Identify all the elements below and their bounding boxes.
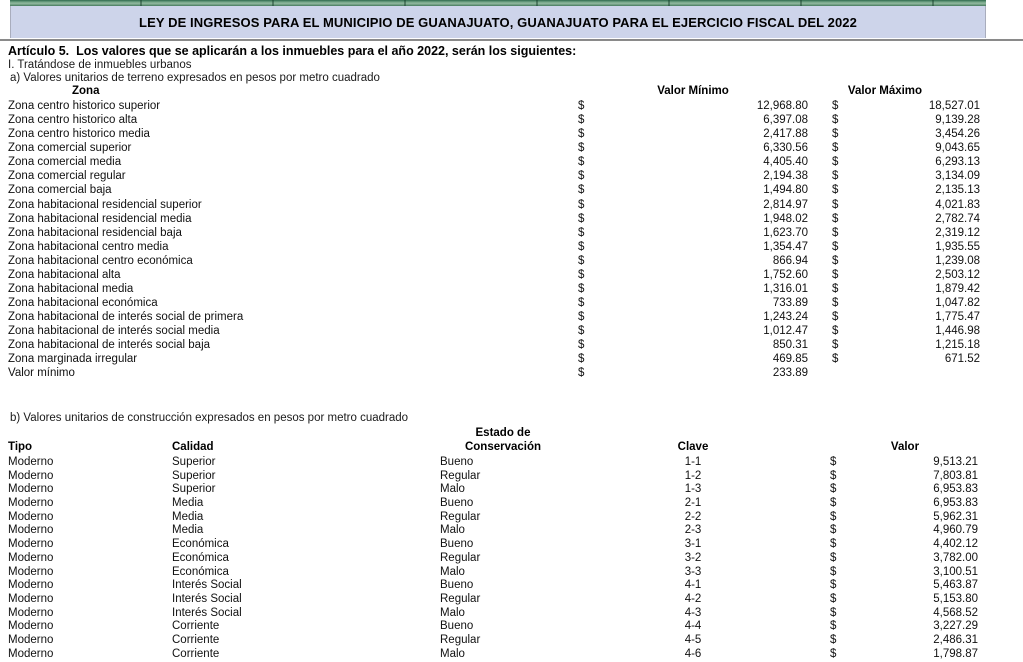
valor-cell: 5,962.31	[933, 510, 978, 523]
land-table-row	[8, 113, 980, 127]
valor-minimo-cell: 1,494.80	[763, 184, 808, 197]
column-gap	[808, 254, 832, 268]
land-table-row	[8, 254, 980, 268]
zona-cell: Zona habitacional residencial baja	[8, 226, 182, 239]
construction-table-row	[8, 470, 978, 484]
land-table-row	[8, 198, 980, 212]
land-table-row	[8, 155, 980, 169]
valor-minimo-cell: 1,243.24	[763, 311, 808, 324]
construction-table-row	[8, 524, 978, 538]
currency-sign-max: $	[832, 100, 839, 112]
estado-conservacion-cell: Bueno	[440, 456, 474, 468]
valor-minimo-cell: 733.89	[772, 297, 808, 310]
currency-sign-max: $	[832, 114, 839, 127]
column-gap	[736, 620, 830, 634]
tipo-cell: Moderno	[8, 633, 54, 646]
column-gap	[808, 155, 832, 169]
tipo-cell: Moderno	[8, 469, 54, 482]
currency-sign: $	[830, 469, 837, 482]
land-table	[8, 99, 980, 381]
land-table-row	[8, 310, 980, 324]
column-gap	[808, 352, 832, 366]
currency-sign-max: $	[832, 339, 839, 352]
clave-cell: 4-5	[684, 633, 702, 646]
construction-table-row	[8, 620, 978, 634]
calidad-cell: Interés Social	[172, 606, 242, 619]
currency-sign-min: $	[578, 226, 585, 239]
currency-sign-min: $	[578, 325, 585, 338]
currency-sign: $	[830, 483, 837, 496]
currency-sign-max: $	[832, 268, 839, 281]
calidad-cell: Económica	[172, 538, 229, 551]
land-table-row	[8, 324, 980, 338]
estado-conservacion-cell: Bueno	[440, 538, 474, 551]
currency-sign-max: $	[832, 170, 839, 183]
estado-conservacion-cell: Malo	[440, 606, 465, 619]
column-gap	[736, 497, 830, 511]
currency-sign-min: $	[578, 297, 585, 310]
valor-maximo-cell: 2,319.12	[935, 226, 980, 239]
currency-sign-max: $	[832, 353, 839, 366]
zona-cell: Zona habitacional centro media	[8, 240, 169, 253]
column-gap	[736, 593, 830, 607]
currency-sign-max: $	[832, 283, 839, 296]
column-gap	[736, 648, 830, 662]
currency-sign-max: $	[832, 142, 839, 155]
cons-header-estado-de: Estado de	[475, 427, 531, 439]
valor-maximo-cell	[846, 366, 980, 380]
currency-sign-max: $	[832, 254, 839, 267]
construction-table	[8, 456, 978, 661]
calidad-cell: Media	[172, 524, 204, 537]
valor-cell: 3,100.51	[933, 565, 978, 578]
currency-sign: $	[830, 633, 837, 646]
tipo-cell: Moderno	[8, 579, 54, 592]
valor-maximo-cell: 9,139.28	[935, 114, 980, 127]
valor-minimo-cell: 866.94	[772, 254, 808, 267]
land-table-row	[8, 352, 980, 366]
column-gap	[808, 310, 832, 324]
currency-sign: $	[830, 606, 837, 619]
valor-maximo-cell: 3,134.09	[935, 170, 980, 183]
currency-sign-min: $	[578, 254, 585, 267]
land-table-row	[8, 366, 980, 380]
construction-table-row	[8, 593, 978, 607]
clave-cell: 4-4	[684, 620, 702, 633]
calidad-cell: Superior	[172, 456, 216, 468]
currency-sign: $	[830, 579, 837, 592]
column-gap	[808, 240, 832, 254]
valor-minimo-cell: 2,814.97	[763, 198, 808, 211]
valor-maximo-cell: 18,527.01	[928, 100, 980, 112]
zona-cell: Zona comercial regular	[8, 170, 126, 183]
currency-sign-min: $	[578, 311, 585, 324]
currency-sign: $	[830, 497, 837, 510]
land-table-row	[8, 183, 980, 197]
construction-table-row	[8, 552, 978, 566]
calidad-cell: Superior	[172, 483, 216, 496]
cons-header-calidad: Calidad	[172, 441, 214, 453]
tipo-cell: Moderno	[8, 510, 54, 523]
zona-cell: Zona habitacional de interés social media	[8, 325, 220, 338]
clave-cell: 2-1	[684, 497, 702, 510]
column-gap	[808, 282, 832, 296]
valor-cell: 2,486.31	[933, 633, 978, 646]
tipo-cell: Moderno	[8, 456, 54, 468]
tipo-cell: Moderno	[8, 565, 54, 578]
currency-sign-min: $	[578, 142, 585, 155]
clave-cell: 3-1	[684, 538, 702, 551]
valor-minimo-cell: 1,316.01	[763, 283, 808, 296]
column-gap	[736, 552, 830, 566]
currency-sign-max: $	[832, 226, 839, 239]
column-gap	[808, 338, 832, 352]
estado-conservacion-cell: Malo	[440, 565, 465, 578]
clave-cell: 3-2	[684, 551, 702, 564]
valor-minimo-cell: 2,417.88	[763, 128, 808, 141]
valor-minimo-cell: 6,397.08	[763, 114, 808, 127]
land-table-row	[8, 338, 980, 352]
zona-cell: Zona centro historico superior	[8, 100, 161, 112]
currency-sign: $	[830, 565, 837, 578]
estado-conservacion-cell: Bueno	[440, 620, 474, 633]
zona-cell: Zona habitacional residencial media	[8, 212, 192, 225]
valor-maximo-cell: 6,293.13	[935, 156, 980, 169]
land-table-row	[8, 282, 980, 296]
clave-cell: 1-3	[684, 483, 702, 496]
clave-cell: 1-2	[684, 469, 702, 482]
valor-maximo-cell: 1,239.08	[935, 254, 980, 267]
clave-cell: 1-1	[684, 456, 702, 468]
currency-sign-min: $	[578, 240, 585, 253]
calidad-cell: Media	[172, 497, 204, 510]
currency-sign-min: $	[578, 283, 585, 296]
valor-minimo-cell: 2,194.38	[763, 170, 808, 183]
column-gap	[808, 268, 832, 282]
land-table-row	[8, 99, 980, 113]
column-gap	[736, 483, 830, 497]
currency-sign-min: $	[578, 184, 585, 197]
column-gap	[808, 183, 832, 197]
valor-cell: 7,803.81	[933, 469, 978, 482]
estado-conservacion-cell: Malo	[440, 647, 465, 660]
valor-maximo-cell: 2,782.74	[935, 212, 980, 225]
land-table-row	[8, 127, 980, 141]
column-gap	[736, 456, 830, 470]
column-gap	[808, 212, 832, 226]
valor-minimo-cell: 469.85	[772, 353, 808, 366]
clave-cell: 2-2	[684, 510, 702, 523]
estado-conservacion-cell: Regular	[440, 551, 481, 564]
section-b-label: b) Valores unitarios de construcción expresados en pesos por metro cuadrado	[10, 412, 409, 424]
calidad-cell: Económica	[172, 551, 229, 564]
clave-cell: 3-3	[684, 565, 702, 578]
cons-header-clave: Clave	[677, 441, 709, 453]
valor-minimo-cell: 1,623.70	[763, 226, 808, 239]
tipo-cell: Moderno	[8, 592, 54, 605]
column-gap	[808, 169, 832, 183]
cons-header-tipo: Tipo	[8, 441, 33, 453]
land-table-header	[0, 85, 1023, 99]
currency-sign-min: $	[578, 212, 585, 225]
currency-sign-min: $	[578, 367, 585, 380]
zona-cell: Zona centro historico media	[8, 128, 150, 141]
column-gap	[736, 524, 830, 538]
column-gap	[808, 198, 832, 212]
estado-conservacion-cell: Regular	[440, 510, 481, 523]
currency-sign: $	[830, 538, 837, 551]
tipo-cell: Moderno	[8, 606, 54, 619]
calidad-cell: Corriente	[172, 647, 220, 660]
currency-sign: $	[830, 647, 837, 660]
currency-sign-max	[832, 366, 846, 380]
valor-cell: 6,953.83	[933, 497, 978, 510]
zona-cell: Zona habitacional media	[8, 283, 134, 296]
valor-cell: 4,402.12	[933, 538, 978, 551]
valor-minimo-cell: 6,330.56	[763, 142, 808, 155]
currency-sign-max: $	[832, 311, 839, 324]
calidad-cell: Superior	[172, 469, 216, 482]
section-i-label: I. Tratándose de inmuebles urbanos	[8, 59, 192, 71]
zona-cell: Zona comercial superior	[8, 142, 132, 155]
calidad-cell: Corriente	[172, 633, 220, 646]
currency-sign-min: $	[578, 353, 585, 366]
currency-sign: $	[830, 524, 837, 537]
zona-cell: Zona habitacional económica	[8, 297, 158, 310]
calidad-cell: Interés Social	[172, 592, 242, 605]
valor-cell: 6,953.83	[933, 483, 978, 496]
valor-maximo-cell: 1,446.98	[935, 325, 980, 338]
tipo-cell: Moderno	[8, 620, 54, 633]
valor-maximo-cell: 2,503.12	[935, 268, 980, 281]
document-title: LEY DE INGRESOS PARA EL MUNICIPIO DE GUANAJUATO, GUANAJUATO PARA EL EJERCICIO FISCAL DEL 2022	[139, 14, 857, 30]
zona-cell: Zona habitacional residencial superior	[8, 198, 202, 211]
article-heading: Artículo 5. Los valores que se aplicarán a los inmuebles para el año 2022, serán los siguientes:	[8, 44, 577, 58]
currency-sign-min: $	[578, 268, 585, 281]
land-header-valor-maximo: Valor Máximo	[847, 85, 923, 97]
valor-maximo-cell: 1,215.18	[935, 339, 980, 352]
tipo-cell: Moderno	[8, 483, 54, 496]
valor-maximo-cell: 3,454.26	[935, 128, 980, 141]
zona-cell: Zona habitacional alta	[8, 268, 121, 281]
land-table-row	[8, 296, 980, 310]
currency-sign-min: $	[578, 339, 585, 352]
tipo-cell: Moderno	[8, 647, 54, 660]
land-header-valor-minimo: Valor Mínimo	[657, 85, 729, 97]
valor-minimo-cell: 1,948.02	[763, 212, 808, 225]
valor-maximo-cell: 1,047.82	[935, 297, 980, 310]
currency-sign-max: $	[832, 184, 839, 197]
valor-maximo-cell: 1,775.47	[935, 311, 980, 324]
construction-table-row	[8, 579, 978, 593]
land-header-zona: Zona	[72, 85, 100, 97]
valor-maximo-cell: 2,135.13	[935, 184, 980, 197]
column-gap	[736, 538, 830, 552]
valor-minimo-cell: 1,354.47	[763, 240, 808, 253]
column-gap	[808, 296, 832, 310]
zona-cell: Zona centro historico alta	[8, 114, 138, 127]
land-table-row	[8, 141, 980, 155]
column-gap	[736, 511, 830, 525]
construction-table-row	[8, 456, 978, 470]
valor-cell: 9,513.21	[933, 456, 978, 468]
valor-cell: 4,960.79	[933, 524, 978, 537]
valor-minimo-cell: 233.89	[772, 367, 808, 380]
construction-table-row	[8, 566, 978, 580]
estado-conservacion-cell: Malo	[440, 524, 465, 537]
valor-minimo-cell: 12,968.80	[756, 100, 808, 112]
valor-maximo-cell: 671.52	[944, 353, 980, 366]
column-gap	[736, 634, 830, 648]
construction-table-row	[8, 538, 978, 552]
estado-conservacion-cell: Regular	[440, 633, 481, 646]
valor-cell: 5,463.87	[933, 579, 978, 592]
column-gap	[808, 113, 832, 127]
column-gap	[808, 127, 832, 141]
zona-cell: Zona comercial baja	[8, 184, 112, 197]
column-gap	[736, 607, 830, 621]
valor-cell: 5,153.80	[933, 592, 978, 605]
column-gap	[808, 141, 832, 155]
currency-sign: $	[830, 592, 837, 605]
construction-table-row	[8, 648, 978, 662]
construction-table-row	[8, 511, 978, 525]
currency-sign-max: $	[832, 212, 839, 225]
estado-conservacion-cell: Malo	[440, 483, 465, 496]
clave-cell: 2-3	[684, 524, 702, 537]
valor-cell: 4,568.52	[933, 606, 978, 619]
header-divider	[0, 39, 1023, 41]
column-gap	[736, 566, 830, 580]
clave-cell: 4-2	[684, 592, 702, 605]
valor-cell: 3,227.29	[933, 620, 978, 633]
construction-table-row	[8, 497, 978, 511]
currency-sign-max: $	[832, 128, 839, 141]
column-gap	[808, 99, 832, 113]
tipo-cell: Moderno	[8, 538, 54, 551]
zona-cell: Zona habitacional de interés social de primera	[8, 311, 244, 324]
clave-cell: 4-1	[684, 579, 702, 592]
tipo-cell: Moderno	[8, 497, 54, 510]
currency-sign-min: $	[578, 100, 585, 112]
tipo-cell: Moderno	[8, 551, 54, 564]
zona-cell: Zona comercial media	[8, 156, 122, 169]
column-gap	[808, 366, 832, 380]
currency-sign-min: $	[578, 198, 585, 211]
calidad-cell: Corriente	[172, 620, 220, 633]
zona-cell: Zona habitacional de interés social baja	[8, 339, 211, 352]
column-gap	[808, 324, 832, 338]
valor-minimo-cell: 4,405.40	[763, 156, 808, 169]
document-title-band	[10, 6, 986, 38]
column-gap	[808, 226, 832, 240]
currency-sign: $	[830, 510, 837, 523]
land-table-row	[8, 240, 980, 254]
currency-sign-min: $	[578, 156, 585, 169]
section-a-label: a) Valores unitarios de terreno expresados en pesos por metro cuadrado	[10, 72, 380, 84]
valor-minimo-cell: 1,012.47	[763, 325, 808, 338]
currency-sign-max: $	[832, 297, 839, 310]
currency-sign-max: $	[832, 240, 839, 253]
land-table-row	[8, 169, 980, 183]
tipo-cell: Moderno	[8, 524, 54, 537]
currency-sign-max: $	[832, 325, 839, 338]
zona-cell: Zona habitacional centro económica	[8, 254, 193, 267]
valor-maximo-cell: 1,935.55	[935, 240, 980, 253]
column-gap	[736, 470, 830, 484]
calidad-cell: Media	[172, 510, 204, 523]
zona-cell: Valor mínimo	[8, 367, 75, 380]
column-gap	[736, 579, 830, 593]
estado-conservacion-cell: Bueno	[440, 497, 474, 510]
calidad-cell: Económica	[172, 565, 229, 578]
currency-sign-max: $	[832, 156, 839, 169]
land-table-row	[8, 268, 980, 282]
construction-table-row	[8, 483, 978, 497]
clave-cell: 4-3	[684, 606, 702, 619]
cons-header-valor: Valor	[890, 441, 920, 453]
estado-conservacion-cell: Bueno	[440, 579, 474, 592]
valor-cell: 3,782.00	[933, 551, 978, 564]
construction-table-row	[8, 607, 978, 621]
clave-cell: 4-6	[684, 647, 702, 660]
currency-sign-min: $	[578, 128, 585, 141]
estado-conservacion-cell: Regular	[440, 469, 481, 482]
construction-table-row	[8, 634, 978, 648]
valor-minimo-cell: 1,752.60	[763, 268, 808, 281]
valor-maximo-cell: 4,021.83	[935, 198, 980, 211]
cons-header-conservacion: Conservación	[464, 441, 542, 453]
currency-sign-max: $	[832, 198, 839, 211]
currency-sign-min: $	[578, 170, 585, 183]
valor-minimo-cell: 850.31	[772, 339, 808, 352]
currency-sign: $	[830, 456, 837, 468]
currency-sign: $	[830, 620, 837, 633]
valor-maximo-cell: 9,043.65	[935, 142, 980, 155]
estado-conservacion-cell: Regular	[440, 592, 481, 605]
valor-cell: 1,798.87	[933, 647, 978, 660]
currency-sign-min: $	[578, 114, 585, 127]
valor-maximo-cell: 1,879.42	[935, 283, 980, 296]
land-table-row	[8, 226, 980, 240]
calidad-cell: Interés Social	[172, 579, 242, 592]
zona-cell: Zona marginada irregular	[8, 353, 138, 366]
land-table-row	[8, 212, 980, 226]
currency-sign: $	[830, 551, 837, 564]
